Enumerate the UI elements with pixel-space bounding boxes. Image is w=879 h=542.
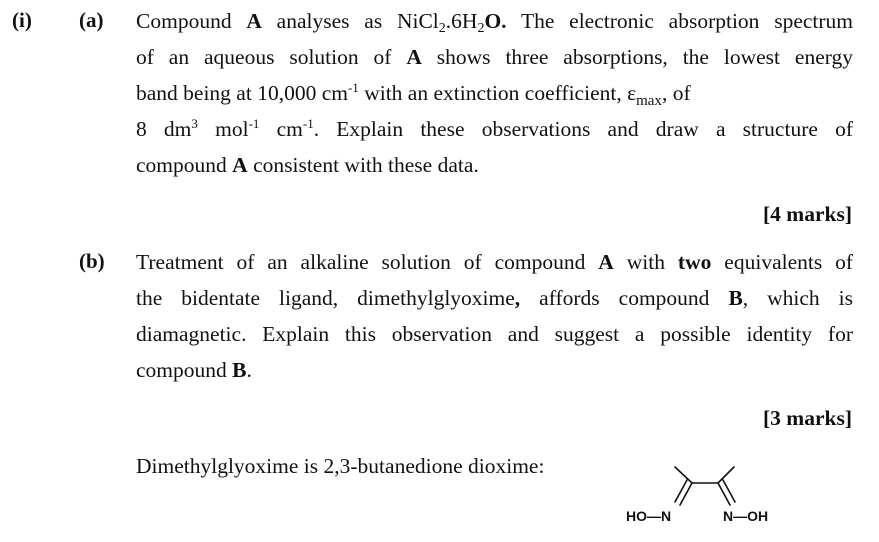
part-a-line-1: Compound A analyses as $NiCl_2.6H_2O$. The electronic absorption spectrum bbox=[136, 9, 854, 36]
part-b-line-2: the bidentate ligand, dimethylglyoxime, affords compound B, which is bbox=[136, 286, 854, 310]
part-a-line-5: compound A consistent with these data. bbox=[136, 153, 479, 177]
part-b-line-4: compound B. bbox=[136, 358, 252, 382]
cn-double-left-a bbox=[680, 483, 692, 505]
dmg-right-label: N—OH bbox=[723, 508, 769, 524]
methyl-bond-right bbox=[718, 467, 734, 483]
cn-double-right-b bbox=[723, 480, 735, 502]
part-b-marks: [3 marks] bbox=[763, 406, 852, 430]
part-b-line-1: Treatment of an alkaline solution of compound A with two equivalents of bbox=[136, 250, 854, 274]
dimethylglyoxime-structure bbox=[620, 458, 790, 536]
part-a-line-2: of an aqueous solution of A shows three absorptions, the lowest energy bbox=[136, 45, 854, 69]
dmg-caption: Dimethylglyoxime is 2,3-butanedione dioxime: bbox=[136, 454, 545, 478]
part-i-label: (i) bbox=[12, 8, 32, 32]
dmg-left-label: HO—N bbox=[626, 508, 672, 524]
part-a-label: (a) bbox=[79, 8, 104, 32]
part-b-line-3: diamagnetic. Explain this observation and suggest a possible identity for bbox=[136, 322, 853, 346]
part-a-line-3: band being at 10,000 $cm^{-1}$ with an extinction coefficient, $\varepsilon_{max}$, of bbox=[136, 80, 691, 109]
part-a-line-4: 8 $dm^3$ mol$^{-1}$ $cm^{-1}$. Explain these observations and draw a structure of bbox=[136, 116, 853, 141]
cn-double-right-a bbox=[718, 483, 730, 505]
part-b-label: (b) bbox=[79, 249, 105, 273]
cn-double-left-b bbox=[675, 480, 687, 502]
part-a-marks: [4 marks] bbox=[763, 202, 852, 226]
methyl-bond-left bbox=[675, 467, 692, 483]
